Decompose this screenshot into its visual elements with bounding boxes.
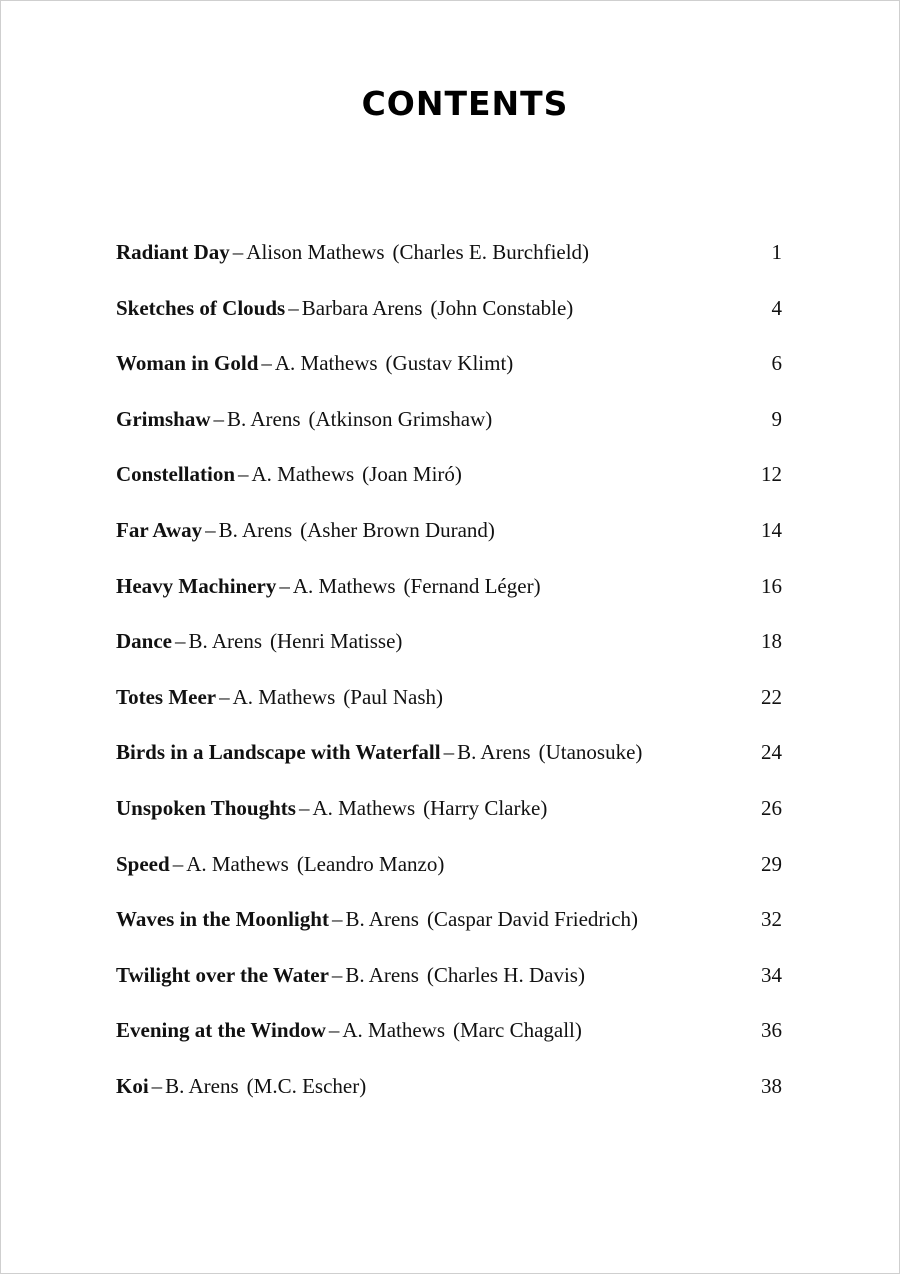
entry-separator: – — [205, 517, 216, 542]
entry-author: B. Arens — [227, 406, 301, 431]
entry-title: Speed — [116, 851, 170, 876]
entry-painter: (John Constable) — [430, 295, 574, 320]
entry-painter: (Gustav Klimt) — [385, 351, 514, 376]
entry-painter: (Marc Chagall) — [453, 1018, 582, 1043]
entry-painter: (Leandro Manzo) — [296, 851, 445, 876]
entry-separator: – — [172, 851, 184, 876]
entry-title: Heavy Machinery — [116, 573, 277, 598]
entry-separator: – — [232, 240, 244, 264]
entry-painter: (Paul Nash) — [343, 684, 443, 709]
toc-entry[interactable] — [116, 570, 786, 626]
entry-title: Koi — [116, 1073, 149, 1098]
entry-separator: – — [261, 351, 272, 376]
entry-separator: – — [151, 1073, 163, 1098]
toc-entry[interactable] — [116, 403, 786, 459]
page-title: CONTENTS — [361, 84, 569, 123]
entry-page-number: 16 — [761, 573, 782, 598]
entry-title: Totes Meer — [116, 684, 217, 709]
entry-title: Birds in a Landscape with Waterfall — [116, 740, 441, 765]
entry-author: B. Arens — [345, 907, 419, 932]
entry-page-number: 24 — [761, 740, 782, 765]
entry-page-number: 9 — [771, 406, 782, 431]
toc-entry[interactable] — [116, 347, 786, 403]
entry-author: A. Mathews — [186, 851, 289, 876]
entry-painter: (Henri Matisse) — [270, 629, 403, 654]
toc-entry[interactable] — [116, 1014, 786, 1070]
entry-title: Constellation — [116, 462, 236, 487]
entry-title: Twilight over the Water — [116, 962, 329, 987]
toc-entry[interactable] — [116, 903, 786, 959]
entry-author: B. Arens — [218, 517, 293, 542]
entry-title: Radiant Day — [116, 240, 230, 264]
entry-author: A. Mathews — [342, 1018, 446, 1043]
entry-page-number: 29 — [761, 851, 782, 876]
entry-author: A. Mathews — [274, 351, 378, 376]
entry-page-number: 22 — [761, 684, 782, 709]
toc-entry[interactable] — [116, 792, 786, 848]
entry-page-number: 36 — [761, 1018, 782, 1043]
entry-separator: – — [288, 295, 299, 320]
entry-author: Alison Mathews — [246, 240, 385, 264]
entry-painter: (Fernand Léger) — [403, 573, 541, 598]
entry-separator: – — [328, 1018, 340, 1043]
entry-title: Unspoken Thoughts — [116, 795, 296, 820]
entry-painter: (Harry Clarke) — [423, 795, 548, 820]
toc-entry[interactable] — [116, 236, 786, 292]
entry-author: B. Arens — [188, 629, 262, 654]
entry-separator: – — [443, 740, 455, 765]
entry-separator: – — [219, 684, 230, 709]
entry-author: B. Arens — [457, 740, 531, 765]
entry-author: A. Mathews — [312, 795, 416, 820]
entry-painter: (Charles H. Davis) — [426, 962, 585, 987]
entry-separator: – — [213, 406, 224, 431]
entry-page-number: 12 — [761, 462, 782, 487]
toc-entry[interactable] — [116, 625, 786, 681]
entry-author: A. Mathews — [251, 462, 355, 487]
entry-painter: (Caspar David Friedrich) — [426, 907, 639, 932]
toc-entry[interactable] — [116, 1070, 786, 1126]
entry-page-number: 14 — [761, 517, 782, 542]
entry-author: A. Mathews — [292, 573, 396, 598]
entry-title: Evening at the Window — [116, 1018, 326, 1043]
entry-title: Sketches of Clouds — [116, 295, 286, 320]
entry-painter: (Joan Miró) — [362, 462, 462, 487]
entry-painter: (Atkinson Grimshaw) — [308, 406, 493, 431]
toc-entry[interactable] — [116, 514, 786, 570]
toc-entry[interactable] — [116, 458, 786, 514]
entry-title: Waves in the Moonlight — [116, 907, 329, 932]
entry-page-number: 4 — [771, 295, 782, 320]
entry-title: Dance — [116, 629, 172, 654]
entry-title: Far Away — [116, 517, 203, 542]
toc-entry[interactable] — [116, 736, 786, 792]
toc-entry[interactable] — [116, 848, 786, 904]
entry-page-number: 38 — [761, 1073, 782, 1098]
entry-title: Woman in Gold — [116, 351, 259, 376]
entry-separator: – — [298, 795, 310, 820]
entry-separator: – — [238, 462, 249, 487]
entry-page-number: 34 — [761, 962, 782, 987]
entry-page-number: 1 — [771, 240, 782, 264]
entry-author: A. Mathews — [232, 684, 336, 709]
entry-painter: (Charles E. Burchfield) — [392, 240, 590, 264]
toc-entry[interactable] — [116, 959, 786, 1015]
entry-author: Barbara Arens — [301, 295, 423, 320]
entry-separator: – — [331, 962, 343, 987]
entry-painter: (Asher Brown Durand) — [300, 517, 495, 542]
entry-page-number: 6 — [771, 351, 782, 376]
entry-page-number: 26 — [761, 795, 782, 820]
entry-title: Grimshaw — [116, 406, 211, 431]
entry-author: B. Arens — [165, 1073, 239, 1098]
entry-page-number: 18 — [761, 629, 782, 654]
entry-separator: – — [331, 907, 343, 932]
entry-painter: (M.C. Escher) — [246, 1073, 367, 1098]
entry-author: B. Arens — [345, 962, 419, 987]
entry-painter: (Utanosuke) — [538, 740, 643, 765]
toc-entry[interactable] — [116, 681, 786, 737]
entry-page-number: 32 — [761, 907, 782, 932]
entry-separator: – — [279, 573, 290, 598]
table-of-contents — [116, 236, 786, 1126]
toc-entry[interactable] — [116, 292, 786, 348]
entry-separator: – — [175, 629, 186, 654]
